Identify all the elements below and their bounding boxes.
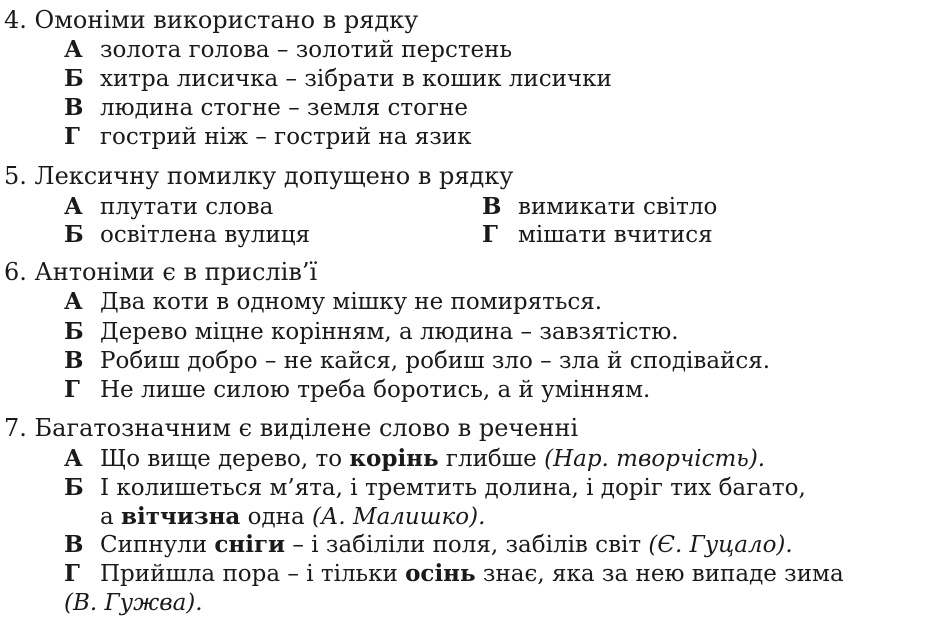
- option-text-after: знає, яка за нею випаде зима: [475, 561, 844, 587]
- option-letter: Г: [64, 560, 80, 587]
- option-text: золота голова – золотий перстень: [100, 37, 513, 63]
- option-text-after: одна: [240, 504, 312, 530]
- option-v[interactable]: [64, 94, 468, 122]
- option-letter: Г: [64, 123, 80, 150]
- question-number: 6.: [4, 258, 27, 286]
- option-g[interactable]: [482, 221, 713, 249]
- option-g[interactable]: [64, 560, 844, 588]
- option-letter: В: [64, 94, 84, 121]
- option-a[interactable]: [64, 288, 602, 316]
- option-letter: А: [64, 193, 83, 220]
- option-letter: В: [64, 531, 84, 558]
- option-text: Що вище дерево, то: [100, 446, 350, 472]
- source-citation: (Нар. творчість).: [544, 446, 766, 472]
- question-number: 4.: [4, 6, 27, 34]
- option-b-continuation: [100, 503, 485, 531]
- option-text-after: – і забіліли поля, забілів світ: [285, 532, 649, 558]
- option-text: гострий ніж – гострий на язик: [100, 124, 472, 150]
- highlighted-word: вітчизна: [121, 503, 241, 530]
- option-v[interactable]: [482, 193, 717, 221]
- option-b[interactable]: [64, 474, 806, 502]
- source-citation: (В. Гужва).: [64, 590, 203, 616]
- option-text: Не лише силою треба боротись, а й умінням.: [100, 377, 651, 403]
- highlighted-word: корінь: [349, 445, 439, 472]
- option-letter: А: [64, 445, 83, 472]
- question-text: Багатозначним є виділене слово в реченні: [34, 414, 579, 442]
- option-text: вимикати світло: [518, 194, 718, 220]
- option-text: мішати вчитися: [518, 222, 713, 248]
- question-stem: [4, 162, 513, 190]
- option-letter: Б: [64, 221, 84, 248]
- source-citation: (Є. Гуцало).: [648, 532, 793, 558]
- option-g[interactable]: [64, 123, 471, 151]
- option-letter: Г: [64, 376, 80, 403]
- option-a[interactable]: [64, 36, 512, 64]
- question-number: 5.: [4, 162, 27, 190]
- option-text: а: [100, 504, 122, 530]
- option-g[interactable]: [64, 376, 650, 404]
- option-b[interactable]: [64, 318, 679, 346]
- option-text: І колишеться м’ята, і тремтить долина, і доріг тих багато,: [100, 475, 806, 501]
- option-text-after: глибше: [438, 446, 545, 472]
- option-letter: В: [64, 347, 84, 374]
- option-text: Робиш добро – не кайся, робиш зло – зла й сподівайся.: [100, 348, 771, 374]
- highlighted-word: осінь: [405, 560, 476, 587]
- option-letter: Б: [64, 318, 84, 345]
- option-a[interactable]: [64, 445, 765, 473]
- option-text: плутати слова: [100, 194, 274, 220]
- question-stem: [4, 414, 578, 442]
- option-text: Дерево міцне корінням, а людина – завзятістю.: [100, 319, 679, 345]
- option-v[interactable]: [64, 531, 793, 559]
- option-g-continuation: [64, 589, 203, 617]
- option-text: освітлена вулиця: [100, 222, 311, 248]
- option-text: Сипнули: [100, 532, 215, 558]
- option-text: Прийшла пора – і тільки: [100, 561, 406, 587]
- option-letter: В: [482, 193, 502, 220]
- question-stem: [4, 6, 418, 34]
- question-text: Лексичну помилку допущено в рядку: [34, 162, 514, 190]
- question-text: Омоніми використано в рядку: [34, 6, 419, 34]
- question-number: 7.: [4, 414, 27, 442]
- option-letter: Б: [64, 65, 84, 92]
- option-text: Два коти в одному мішку не помиряться.: [100, 289, 603, 315]
- option-v[interactable]: [64, 347, 770, 375]
- option-b[interactable]: [64, 221, 310, 249]
- option-text: хитра лисичка – зібрати в кошик лисички: [100, 66, 612, 92]
- source-citation: (А. Малишко).: [312, 504, 486, 530]
- option-letter: А: [64, 36, 83, 63]
- question-text: Антоніми є в прислів’ї: [34, 258, 318, 286]
- option-letter: А: [64, 288, 83, 315]
- option-text: людина стогне – земля стогне: [100, 95, 468, 121]
- option-b[interactable]: [64, 65, 612, 93]
- option-letter: Г: [482, 221, 498, 248]
- question-stem: [4, 258, 317, 286]
- highlighted-word: сніги: [214, 531, 286, 558]
- option-a[interactable]: [64, 193, 273, 221]
- option-letter: Б: [64, 474, 84, 501]
